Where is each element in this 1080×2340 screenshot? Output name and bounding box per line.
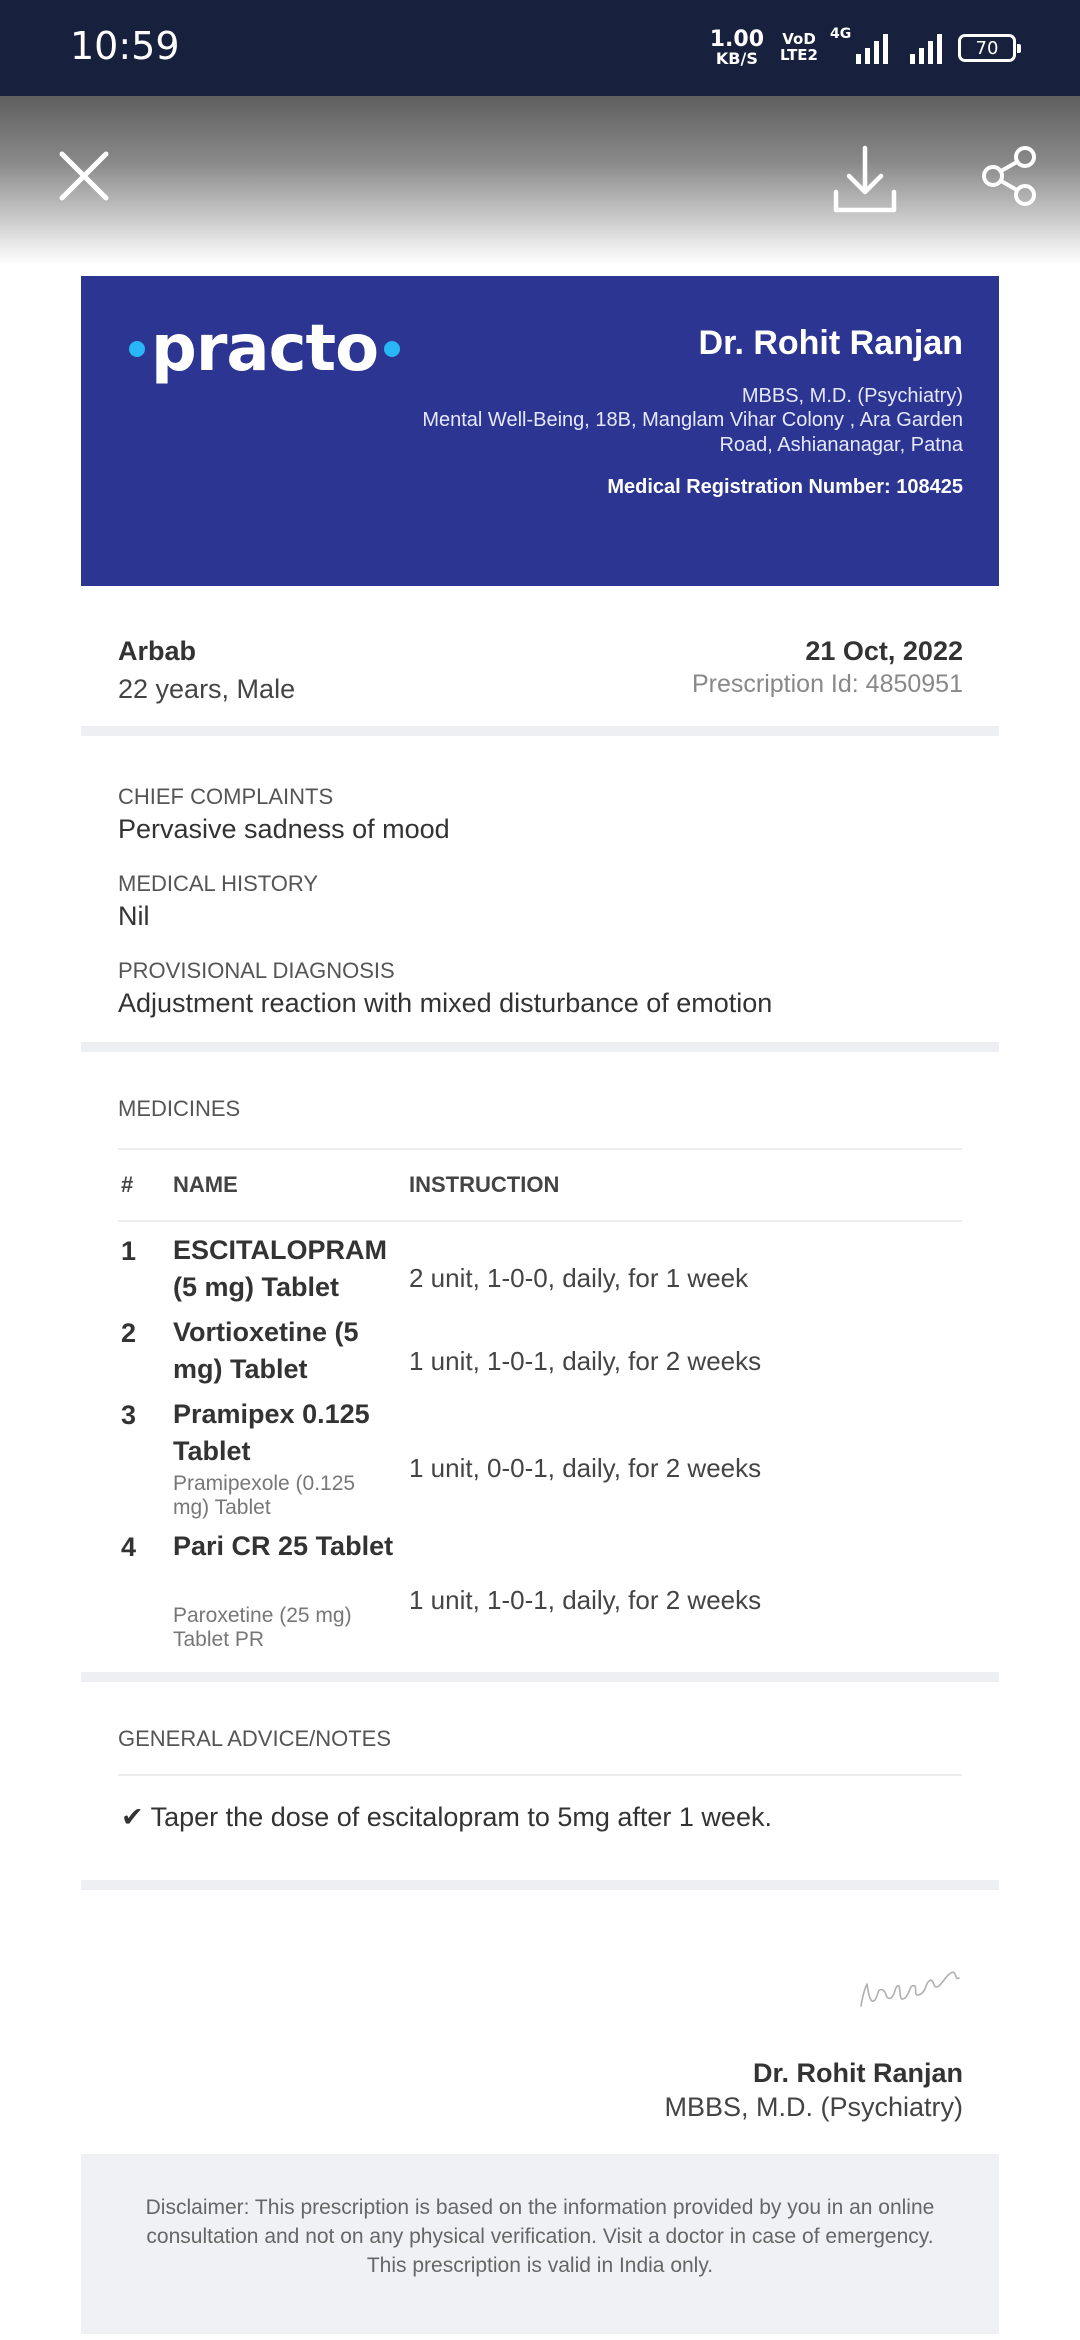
col-instruction-header: INSTRUCTION bbox=[409, 1172, 560, 1197]
medicine-instruction: 1 unit, 1-0-1, daily, for 2 weeks bbox=[409, 1346, 762, 1376]
battery-icon bbox=[958, 34, 1016, 62]
disclaimer-box bbox=[81, 2154, 999, 2334]
medicine-name: ESCITALOPRAM (5 mg) Tablet bbox=[173, 1235, 387, 1303]
doctor-signature bbox=[855, 1954, 965, 2024]
medicine-name: Vortioxetine (5 mg) Tablet bbox=[173, 1317, 359, 1385]
signal-sim1-icon bbox=[830, 26, 888, 64]
logo-dot-left bbox=[129, 341, 145, 357]
network-speed-unit: KB/S bbox=[715, 49, 758, 68]
prescription-header bbox=[81, 276, 999, 586]
patient-age-gender: 22 years, Male bbox=[118, 674, 296, 704]
advice-note: ✔ Taper the dose of escitalopram to 5mg after 1 week. bbox=[121, 1802, 772, 1832]
clinic-address: Mental Well-Being, 18B, Manglam Vihar Colony , Ara Garden Road, Ashiananagar, Patna bbox=[422, 409, 963, 456]
status-indicators bbox=[710, 26, 1016, 70]
diagnosis-value: Adjustment reaction with mixed disturbance of emotion bbox=[118, 988, 773, 1018]
advice-section bbox=[81, 1682, 999, 1890]
logo-dot-right bbox=[384, 341, 400, 357]
viewer-toolbar bbox=[0, 96, 1080, 264]
medicine-instruction: 2 unit, 1-0-0, daily, for 1 week bbox=[409, 1263, 749, 1293]
medicine-instruction: 1 unit, 0-0-1, daily, for 2 weeks bbox=[409, 1453, 762, 1483]
patient-name: Arbab bbox=[118, 636, 197, 666]
signal-sim2-icon bbox=[910, 32, 942, 64]
prescription-document bbox=[81, 276, 999, 2334]
practo-logo bbox=[123, 312, 406, 386]
divider bbox=[118, 1774, 962, 1776]
chief-complaints-value: Pervasive sadness of mood bbox=[118, 814, 450, 844]
volte-indicator bbox=[780, 32, 818, 64]
medical-history-value: Nil bbox=[118, 901, 150, 931]
prescription-id: Prescription Id: 4850951 bbox=[691, 670, 963, 698]
download-icon[interactable] bbox=[832, 144, 892, 208]
medicines-title: MEDICINES bbox=[118, 1096, 241, 1121]
medicines-section bbox=[81, 1052, 999, 1682]
chief-complaints-label: CHIEF COMPLAINTS bbox=[118, 784, 334, 809]
share-icon[interactable] bbox=[980, 144, 1040, 208]
clinical-notes bbox=[81, 736, 999, 1052]
divider bbox=[118, 1220, 962, 1222]
advice-title: GENERAL ADVICE/NOTES bbox=[118, 1726, 392, 1751]
signature-section bbox=[81, 1890, 999, 2154]
medicine-instruction: 1 unit, 1-0-1, daily, for 2 weeks bbox=[409, 1585, 762, 1615]
logo-text: practo bbox=[151, 312, 379, 386]
medicine-generic: Paroxetine (25 mg) Tablet PR bbox=[173, 1604, 352, 1652]
signature-doctor-name: Dr. Rohit Ranjan bbox=[752, 2058, 963, 2088]
medical-history-label: MEDICAL HISTORY bbox=[118, 871, 319, 896]
signature-doctor-qualification: MBBS, M.D. (Psychiatry) bbox=[664, 2092, 963, 2122]
network-speed bbox=[710, 29, 764, 67]
volte-bottom: LTE2 bbox=[780, 46, 818, 64]
col-name-header: NAME bbox=[173, 1172, 238, 1197]
diagnosis-label: PROVISIONAL DIAGNOSIS bbox=[118, 958, 395, 983]
medicine-name: Pari CR 25 Tablet bbox=[173, 1531, 394, 1561]
patient-info bbox=[81, 586, 999, 736]
medicine-name: Pramipex 0.125 Tablet bbox=[173, 1399, 370, 1467]
disclaimer-text: Disclaimer: This prescription is based on the information provided by you in an online consultation and not on any physical verification. Visit a doctor in case of emergency. This prescription is valid in India only. bbox=[145, 2196, 935, 2277]
medicine-number: 2 bbox=[121, 1318, 137, 1348]
volte-top: VoD bbox=[782, 30, 816, 49]
prescription-date: 21 Oct, 2022 bbox=[805, 636, 963, 666]
doctor-name: Dr. Rohit Ranjan bbox=[698, 324, 963, 362]
status-bar bbox=[0, 0, 1080, 96]
medicine-number: 4 bbox=[121, 1532, 137, 1562]
network-tag: 4G bbox=[830, 26, 852, 42]
battery-level: 70 bbox=[975, 37, 999, 59]
divider bbox=[118, 1148, 962, 1150]
close-icon[interactable] bbox=[54, 144, 114, 208]
doctor-qualification: MBBS, M.D. (Psychiatry) bbox=[741, 385, 963, 407]
doctor-info bbox=[403, 324, 963, 499]
medicine-generic: Pramipexole (0.125 mg) Tablet bbox=[173, 1472, 356, 1520]
col-number-header: # bbox=[121, 1172, 134, 1197]
medicine-number: 1 bbox=[121, 1236, 137, 1266]
network-speed-value: 1.00 bbox=[709, 27, 764, 52]
status-time: 10:59 bbox=[70, 24, 180, 68]
registration-number: Medical Registration Number: 108425 bbox=[607, 476, 963, 498]
medicine-number: 3 bbox=[121, 1400, 137, 1430]
